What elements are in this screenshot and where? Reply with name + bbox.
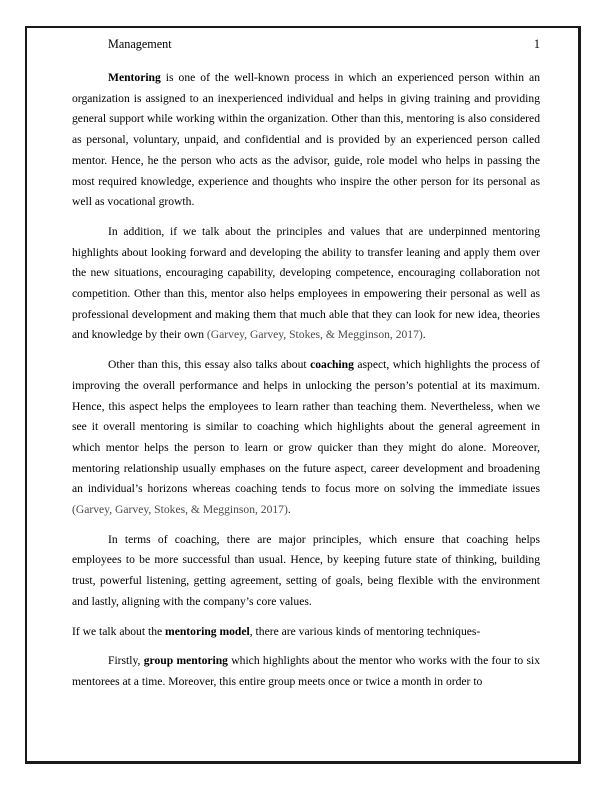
paragraph-text: Other than this, this essay also talks about [108,358,311,372]
running-header [108,36,540,52]
bold-term-mentoring: Mentoring [108,71,161,84]
paragraph-text: In terms of coaching, there are major principles, which ensure that coaching helps employees to be more successful than usual. Hence, by keeping future state of thinking, building trust, powerful listening, getting agreement, setting of goals, being flexible with the environment and lastly, aligning with the company’s core values. [72,532,540,608]
bold-term-mentoring-model: mentoring model [165,624,250,638]
bold-term-group-mentoring: group mentoring [143,654,228,668]
paragraph-text: Firstly, [108,654,144,668]
bold-term-coaching: coaching [310,358,354,372]
citation: (Garvey, Garvey, Stokes, & Megginson, 2017) [72,503,288,517]
paragraph-text: aspect, which highlights the process of improving the overall performance and helps in unlocking the person’s potential at its maximum. Hence, this aspect helps the employees to learn rather than teaching them. Nevertheless, when we see it overall mentoring is similar to coaching which highlights about the general agreement in which mentor helps the person to learn or grow quicker than they might do alone. Moreover, mentoring relationship usually emphases on the future aspect, career development and broadening an individual’s horizons whereas coaching tends to focus more on solving the immediate issues [72,358,540,496]
paragraph-text: , there are various kinds of mentoring techniques- [249,624,481,638]
citation: (Garvey, Garvey, Stokes, & Megginson, 2017) [206,328,423,342]
paragraph-text: which highlights about the mentor who works with the four to six mentorees at a time. Moreover, this entire group meets once or twice a month in order to [72,654,540,688]
paragraph-principles [72,222,540,346]
paragraph-mentoring-model [72,622,540,643]
page-number: 1 [533,37,540,51]
paragraph-mentoring-definition [72,68,540,213]
paragraph-text: In addition, if we talk about the principles and values that are underpinned mentoring highlights about looking forward and developing the ability to transfer leaning and apply them over the new situations, encouraging capability, developing competence, encouraging collaboration not competition. Other than this, mentor also helps employees in empowering their personal as well as professional development and making them that much able that they can look for new idea, theories and knowledge by their own [72,224,540,342]
paragraph-coaching-principles [72,530,540,613]
paragraph-group-mentoring [72,651,540,692]
paragraph-text: If we talk about the [72,624,166,638]
paragraph-coaching [72,355,540,521]
paragraph-text: is one of the well-known process in which an experienced person within an organization is assigned to an inexperienced individual and helps in giving training and providing general support while working within the organization. Other than this, mentoring is also considered as personal, voluntary, unpaid, and confidential and is provided by an experienced person called mentor. Hence, he the person who acts as the advisor, guide, role model who helps in passing the most required knowledge, experience and thoughts who inspire the other person for its personal as well as vocational growth. [72,71,540,209]
running-head-title: Management [108,37,172,51]
paragraph-end: . [422,328,426,342]
document-body [72,68,540,702]
paragraph-end: . [287,503,291,517]
